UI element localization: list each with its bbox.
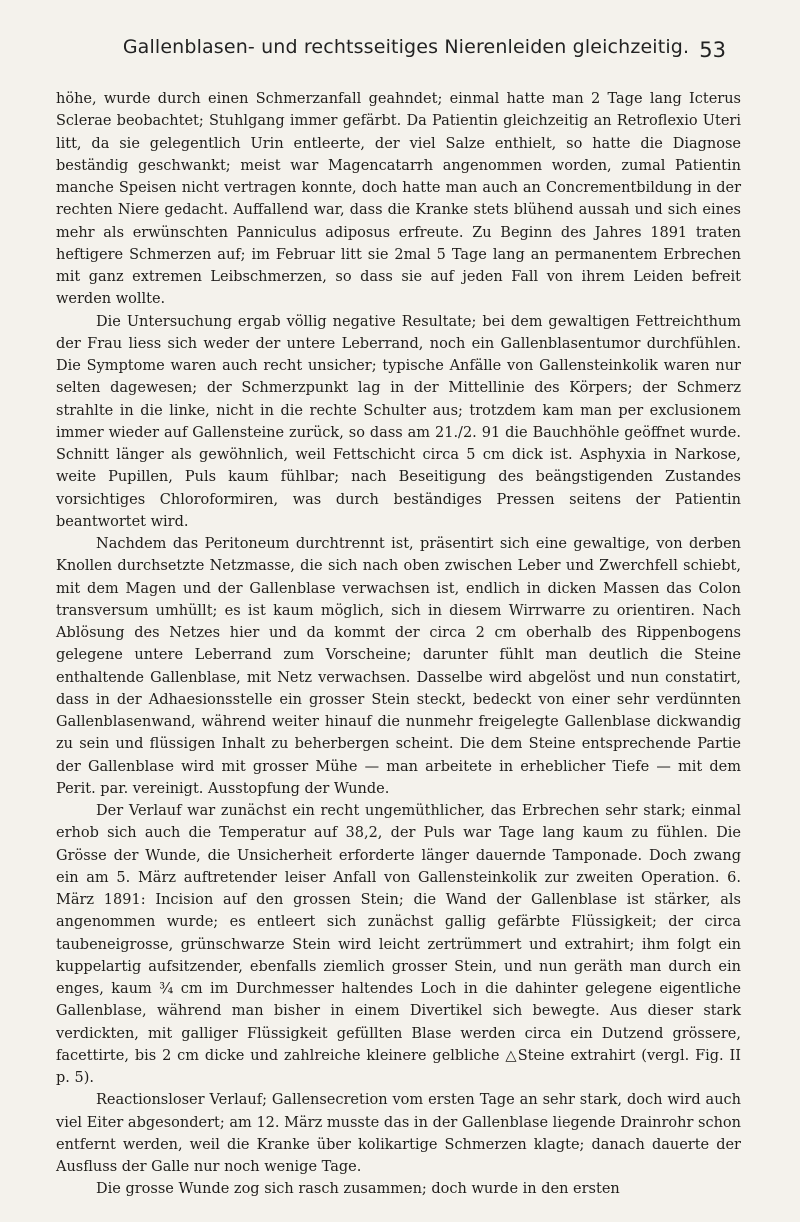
running-title: Gallenblasen- und rechtsseitiges Nierenleiden gleichzeitig. [122,36,690,58]
paragraph-wound-healing: Die grosse Wunde zog sich rasch zusammen; doch wurde in den ersten [96,1181,620,1198]
body-text [56,88,741,1201]
paragraph-course-second-operation: Der Verlauf war zunächst ein recht ungemüthlicher, das Erbrechen sehr stark; einmal erhob sich auch die Temperatur auf 38,2, der Puls war Tage lang kaum zu fühlen. Die Grösse der Wunde, die Unsicherheit erforderte länger dauernde Tamponade. Doch zwang ein am 5. März auftretender leiser Anfall von Gallensteinkolik zur zweiten Operation. 6. März 1891: Incision auf den grossen Stein; die Wand der Gallenblase ist stärker, als angenommen wurde; es entleert sich zunächst gallig gefärbte Flüssigkeit; der circa taubeneigrosse, grünschwarze Stein wird leicht zertrümmert und extrahirt; ihm folgt ein kuppelartig aufsitzender, ebenfalls ziemlich grosser Stein, und nun geräth man durch ein enges, kaum ¾ cm im Durchmesser haltendes Loch in die dahinter gelegene eigentliche Gallenblase, während man bisher in einem Divertikel sich bewegte. Aus dieser stark verdickten, mit galliger Flüssigkeit gefüllten Blase werden circa ein Dutzend grössere, facettirte, bis 2 cm dicke und zahlreiche kleinere gelbliche △Steine extrahirt (vergl. Fig. II p. 5). [56,803,741,1086]
paragraph-continuation: höhe, wurde durch einen Schmerzanfall geahndet; einmal hatte man 2 Tage lang Icterus Sclerae beobachtet; Stuhlgang immer gefärbt. Da Patientin gleichzeitig an Retroflexio Uteri litt, da sie gelegentlich Urin entleerte, der viel Salze enthielt, so hatte die Diagnose beständig geschwankt; meist war Magencatarrh angenommen worden, zumal Patientin manche Speisen nicht vertragen konnte, doch hatte man auch an Concrementbildung in der rechten Niere gedacht. Auffallend war, dass die Kranke stets blühend aussah und sich eines mehr als erwünschten Panniculus adiposus erfreute. Zu Beginn des Jahres 1891 traten heftigere Schmerzen auf; im Februar litt sie 2mal 5 Tage lang an permanentem Erbrechen mit ganz extremen Leibschmerzen, so dass sie auf jeden Fall von ihrem Leiden befreit werden wollte. [56,91,741,308]
paragraph-operation-findings: Nachdem das Peritoneum durchtrennt ist, präsentirt sich eine gewaltige, von derben Knollen durchsetzte Netzmasse, die sich nach oben zwischen Leber und Zwerchfell schiebt, mit dem Magen und der Gallenblase verwachsen ist, endlich in dicken Massen das Colon transversum umhüllt; es ist kaum möglich, sich in diesem Wirrwarre zu orientiren. Nach Ablösung des Netzes hier und da kommt der circa 2 cm oberhalb des Rippenbogens gelegene untere Leberrand zum Vorscheine; darunter fühlt man deutlich die Steine enthaltende Gallenblase, mit Netz verwachsen. Dasselbe wird abgelöst und nun constatirt, dass in der Adhaesionsstelle ein grosser Stein steckt, bedeckt von einer sehr verdünnten Gallenblasenwand, während weiter hinauf die nunmehr freigelegte Gallenblase dickwandig zu sein und flüssigen Inhalt zu beherbergen scheint. Die dem Steine entsprechende Partie der Gallenblase wird mit grosser Mühe — man arbeitete in erheblicher Tiefe — mit dem Perit. par. vereinigt. Ausstopfung der Wunde. [56,536,741,797]
page-number: 53 [699,38,726,62]
paragraph-examination: Die Untersuchung ergab völlig negative Resultate; bei dem gewaltigen Fettreichthum der Frau liess sich weder der untere Leberrand, noch ein Gallenblasentumor durchfühlen. Die Symptome waren auch recht unsicher; typische Anfälle von Gallensteinkolik waren nur selten dagewesen; der Schmerzpunkt lag in der Mittellinie des Körpers; der Schmerz strahlte in die linke, nicht in die rechte Schulter aus; trotzdem kam man per exclusionem immer wieder auf Gallensteine zurück, so dass am 21./2. 91 die Bauchhöhle geöffnet wurde. Schnitt länger als gewöhnlich, weil Fettschicht circa 5 cm dick ist. Asphyxia in Narkose, weite Pupillen, Puls kaum fühlbar; nach Beseitigung des beängstigenden Zustandes vorsichtiges Chloroformiren, was durch beständiges Pressen seitens der Patientin beantwortet wird. [56,313,741,530]
running-head [66,36,746,70]
paragraph-postoperative-course: Reactionsloser Verlauf; Gallensecretion vom ersten Tage an sehr stark, doch wird auch viel Eiter abgesondert; am 12. März musste das in der Gallenblase liegende Drainrohr schon entfernt werden, weil die Kranke über kolikartige Schmerzen klagte; danach dauerte der Ausfluss der Galle nur noch wenige Tage. [56,1092,741,1175]
